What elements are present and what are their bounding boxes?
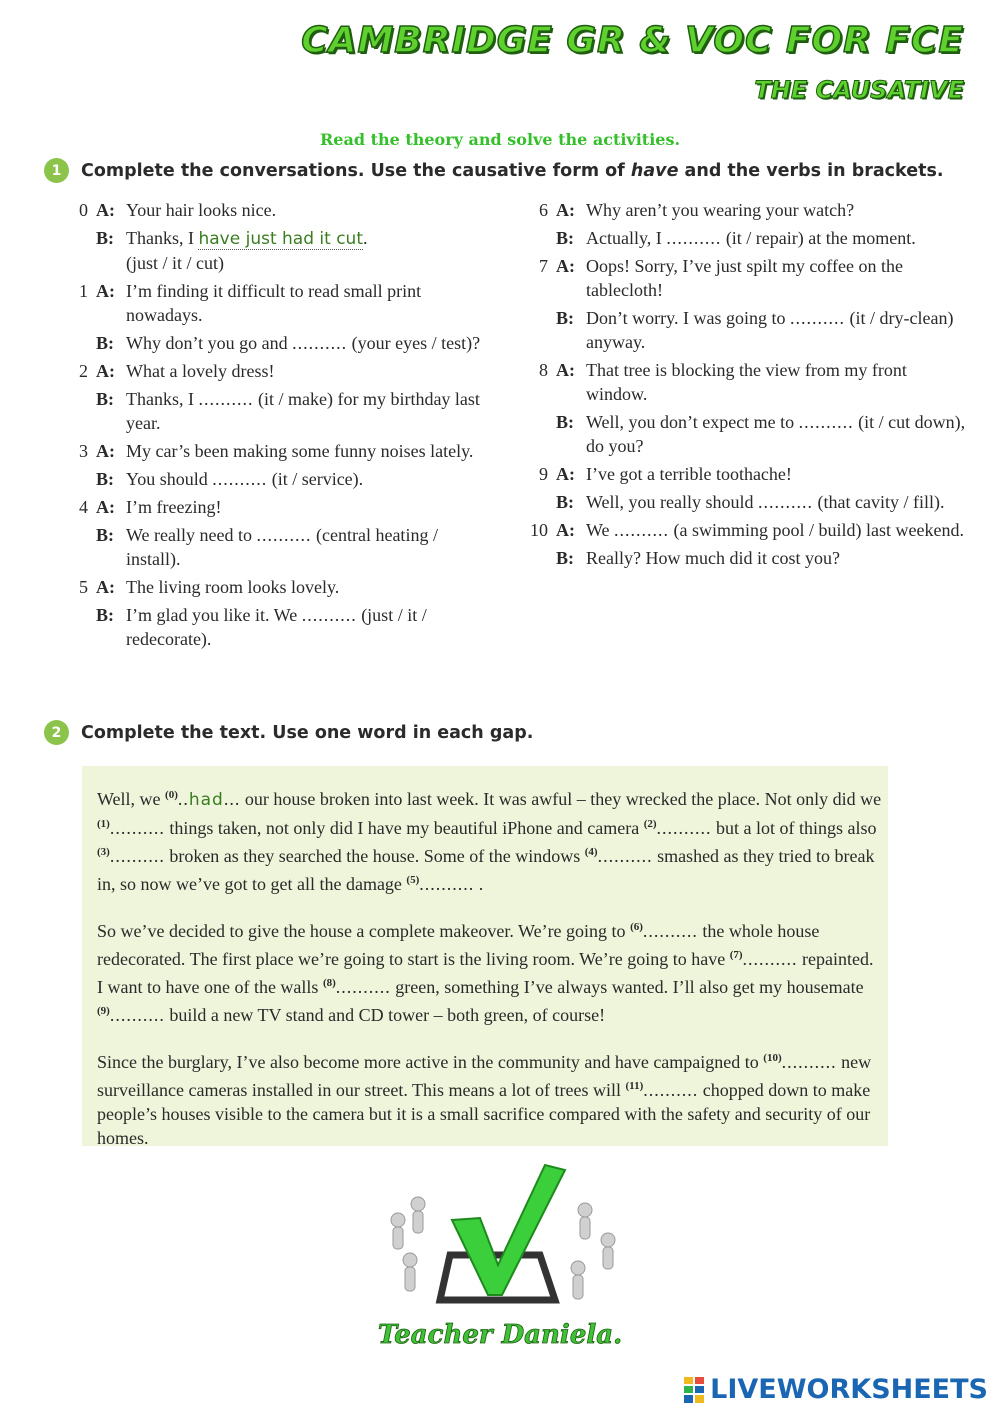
text-gap-1[interactable]: .......... xyxy=(109,818,165,838)
answer-gap-6[interactable]: .......... xyxy=(666,228,722,248)
answer-gap-8[interactable]: .......... xyxy=(798,412,854,432)
paragraph-3: Since the burglary, I’ve also become more active in the community and have campaigned to $^{(10)}$.......... new surveillance cameras installed in our street. This means a lot of trees will $^{(11)}$.......... chopped down to make people’s houses visible to the camera but it is a small sacrifice compared with the safety and security of our homes. xyxy=(97,1052,872,1148)
answer-gap-7[interactable]: .......... xyxy=(789,308,845,328)
conversation-1: 1 A: I’m finding it difficult to read small print nowadays. B: Why don’t you go and .......... (your eyes / test)? xyxy=(79,281,481,353)
text-gap-9[interactable]: .......... xyxy=(109,1005,165,1025)
example-gap-answer[interactable]: had xyxy=(188,790,224,810)
text-gap-3[interactable]: .......... xyxy=(109,846,165,866)
answer-gap-5[interactable]: .......... xyxy=(301,605,357,625)
text-gap-5[interactable]: .......... xyxy=(419,874,475,894)
liveworksheets-icon xyxy=(684,1377,704,1403)
instruction-text: Read the theory and solve the activities. xyxy=(319,130,681,149)
section-1-number: 1 xyxy=(44,158,69,183)
answer-gap-4[interactable]: .......... xyxy=(256,525,312,545)
conversation-10: 10 A: We .......... (a swimming pool / build) last weekend. B: Really? How much did it cost you? xyxy=(530,520,964,568)
section-2-heading: 2 Complete the text. Use one word in each gap. xyxy=(44,720,533,745)
checkmark-people-illustration xyxy=(380,1160,630,1320)
answer-gap-10[interactable]: .......... xyxy=(614,520,670,540)
conversation-7: 7 A: Oops! Sorry, I’ve just spilt my coffee on the tablecloth! B: Don’t worry. I was going to .......... (it / dry-clean) anyway. xyxy=(539,256,954,352)
paragraph-1: Well, we $^{(0)}$..had... our house broken into last week. It was awful – they wrecked the place. Not only did we $^{(1)}$.......... things taken, not only did I have my beautiful iPhone and camera $^{(2)}$.......... but a lot of things also $^{(3)}$.......... broken as they searched the house. Some of the windows $^{(4)}$.......... smashed as they tried to break in, so now we’ve got to get all the damage $^{(5)}$.......... . xyxy=(97,789,882,894)
conversation-5: 5 A: The living room looks lovely. B: I’m glad you like it. We .......... (just / it / redecorate). xyxy=(79,577,427,649)
conversations-right-column xyxy=(516,198,966,574)
conversation-0: 0 A: Your hair looks nice. B: Thanks, I have just had it cut. (just / it / cut) xyxy=(79,200,368,273)
text-gap-7[interactable]: .......... xyxy=(742,949,798,969)
section-1-heading: 1 Complete the conversations. Use the causative form of have and the verbs in brackets. xyxy=(44,158,944,183)
conversations-left-column xyxy=(56,198,496,655)
text-gap-6[interactable]: .......... xyxy=(642,921,698,941)
paragraph-2: So we’ve decided to give the house a complete makeover. We’re going to $^{(6)}$.......... the whole house redecorated. The first place we’re going to start is the living room. We’re going to have $^{(7)}$.......... repainted. I want to have one of the walls $^{(8)}$.......... green, something I’ve always wanted. I’ll also get my housemate $^{(9)}$.......... build a new TV stand and CD tower – both green, of course! xyxy=(97,921,874,1025)
answer-gap-2[interactable]: .......... xyxy=(198,389,254,409)
conversation-3: 3 A: My car’s been making some funny noises lately. B: You should .......... (it / service). xyxy=(79,441,474,489)
text-gap-10[interactable]: .......... xyxy=(781,1052,837,1072)
conversation-2: 2 A: What a lovely dress! B: Thanks, I .......... (it / make) for my birthday last year. xyxy=(79,361,480,433)
answer-gap-1[interactable]: .......... xyxy=(292,333,348,353)
liveworksheets-logo: LIVEWORKSHEETS xyxy=(684,1374,988,1405)
conversation-4: 4 A: I’m freezing! B: We really need to .......... (central heating / install). xyxy=(79,497,438,569)
text-gap-4[interactable]: .......... xyxy=(597,846,653,866)
worksheet-subtitle: THE CAUSATIVE xyxy=(754,76,964,104)
answer-gap-9[interactable]: .......... xyxy=(758,492,814,512)
text-gap-2[interactable]: .......... xyxy=(656,818,712,838)
example-answer-field[interactable]: have just had it cut xyxy=(198,229,363,249)
conversation-9: 9 A: I’ve got a terrible toothache! B: Well, you really should .......... (that cavity / fill). xyxy=(539,464,945,512)
text-gap-8[interactable]: .......... xyxy=(335,977,391,997)
section-2-number: 2 xyxy=(44,720,69,745)
worksheet-title: CAMBRIDGE GR & VOC FOR FCE xyxy=(301,20,964,61)
conversation-6: 6 A: Why aren’t you wearing your watch? B: Actually, I .......... (it / repair) at the moment. xyxy=(539,200,916,248)
answer-gap-3[interactable]: .......... xyxy=(212,469,268,489)
conversation-8: 8 A: That tree is blocking the view from my front window. B: Well, you don’t expect me to .......... (it / cut down), do you? xyxy=(539,360,966,456)
teacher-signature: Teacher Daniela. xyxy=(377,1320,623,1350)
text-gap-11[interactable]: .......... xyxy=(643,1080,699,1100)
